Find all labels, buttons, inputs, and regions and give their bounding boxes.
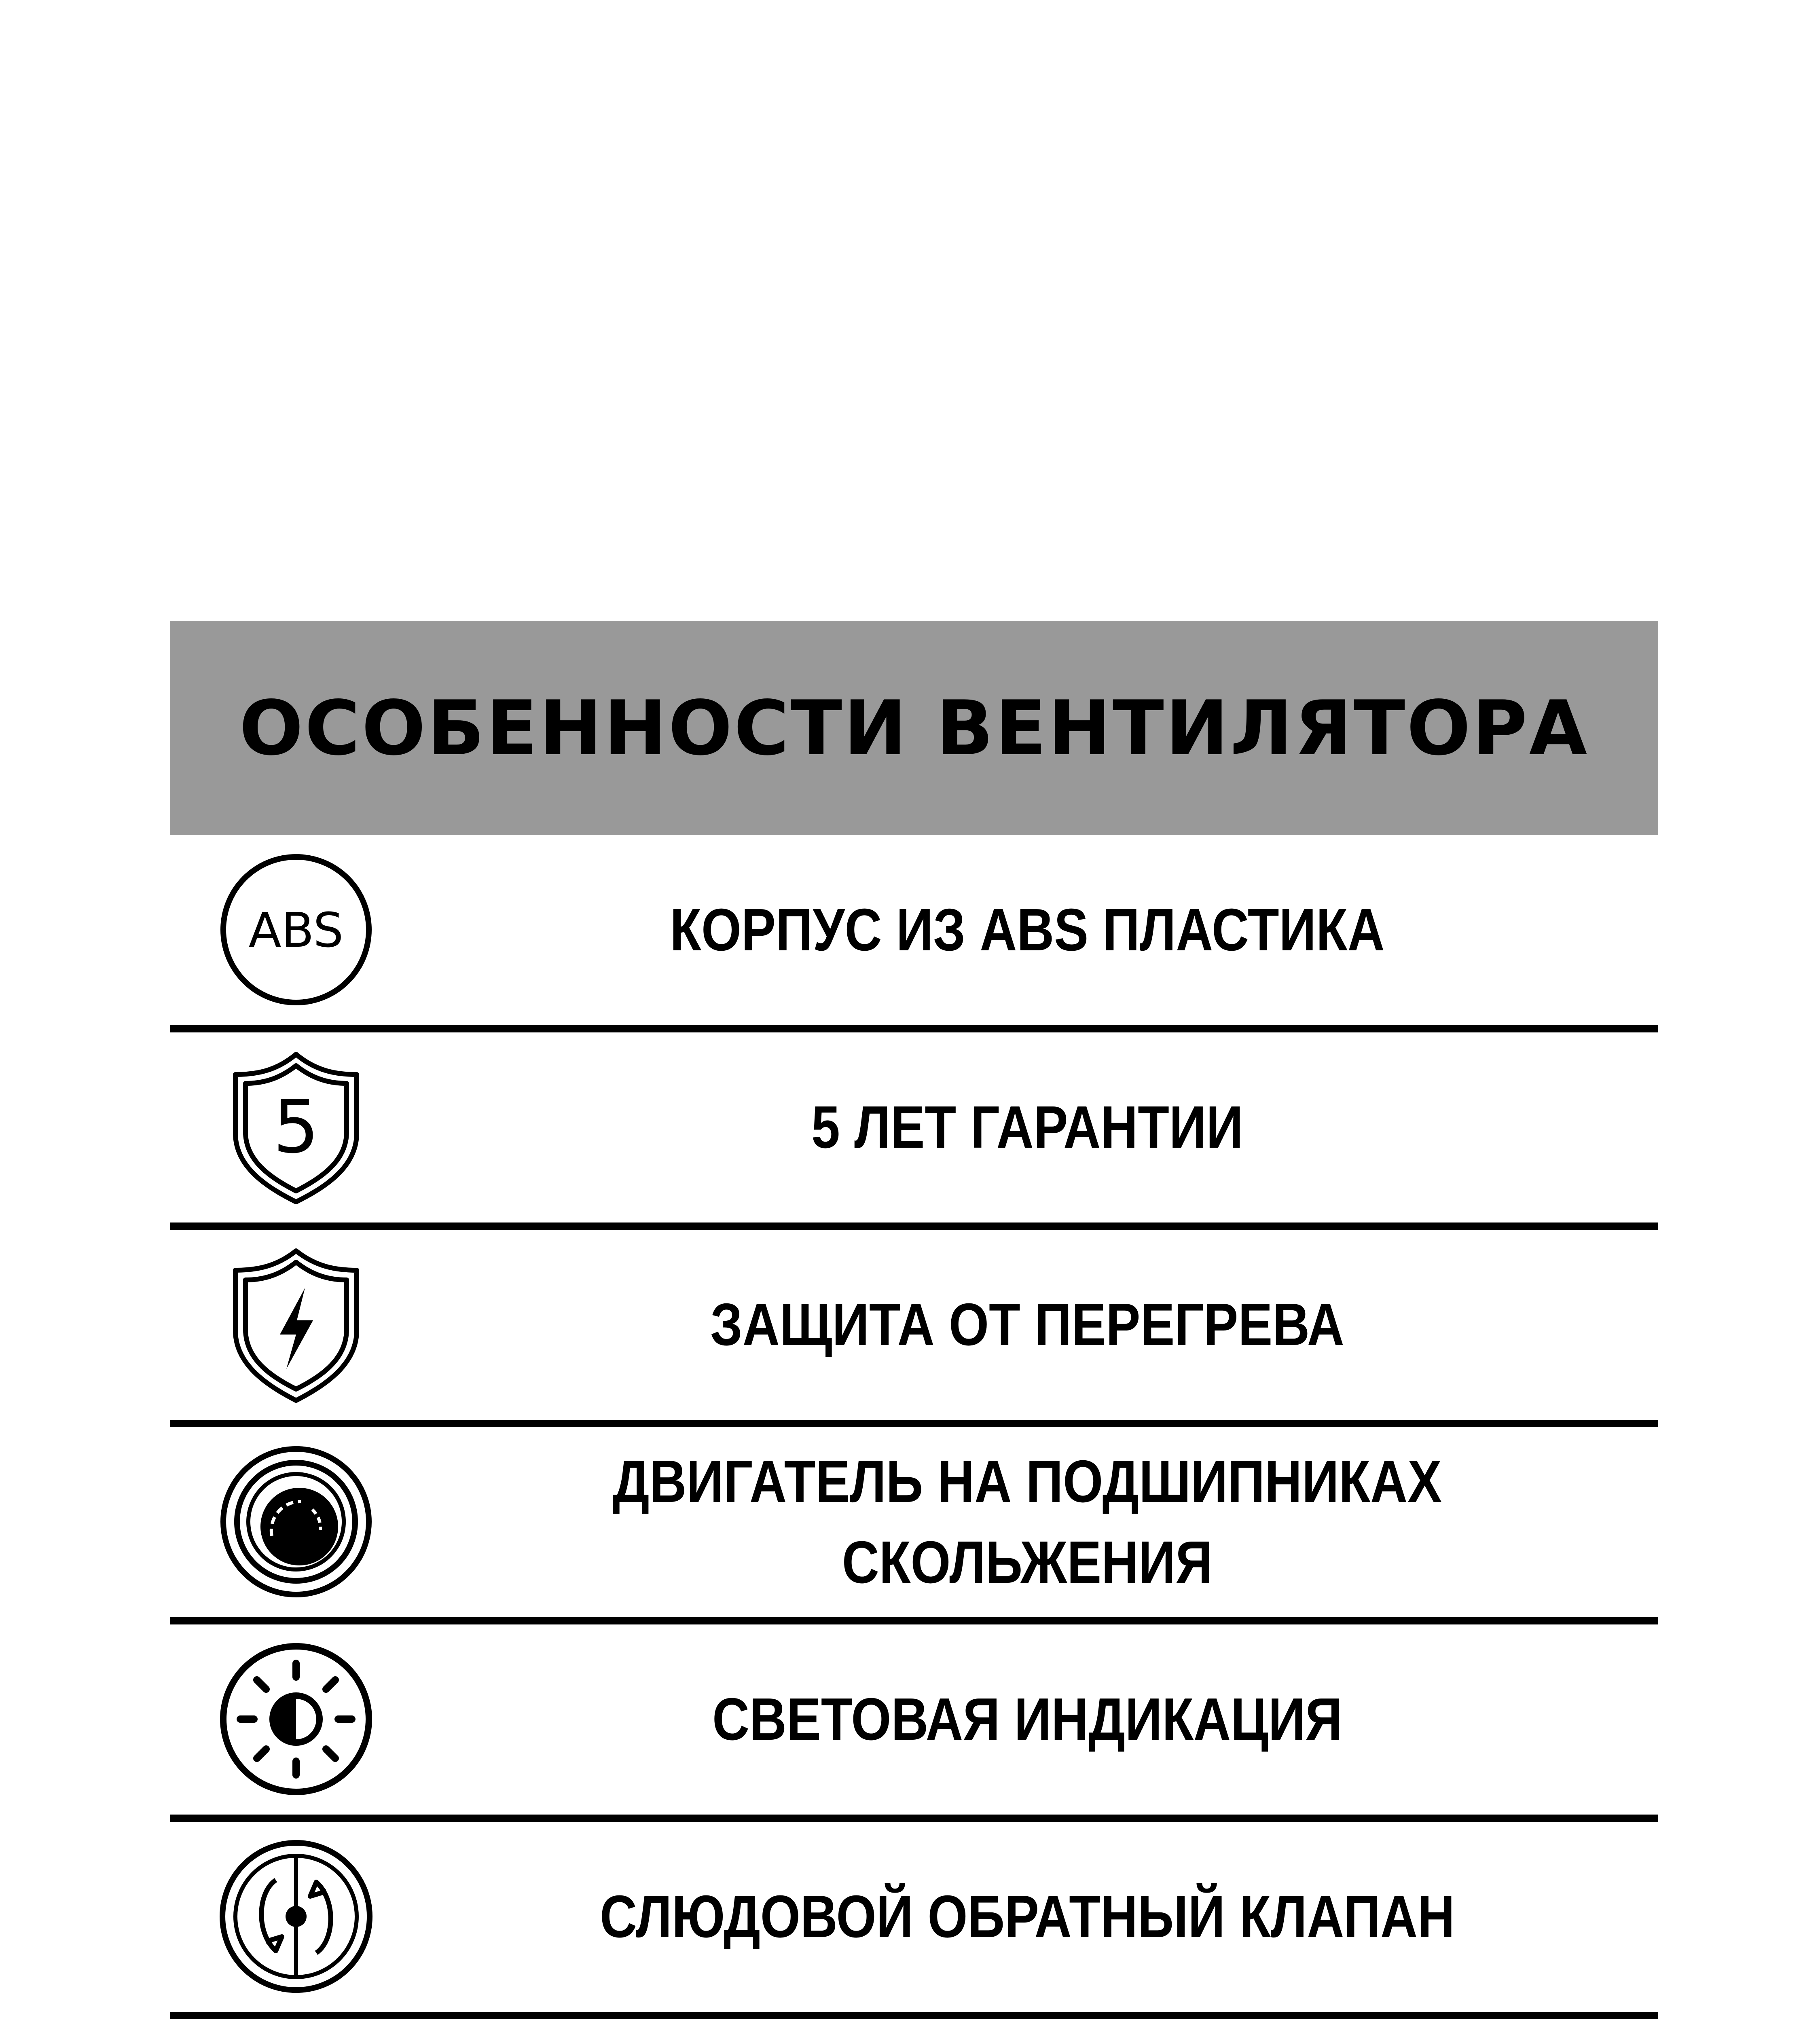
- bearing-icon: [215, 1441, 377, 1603]
- features-panel: [170, 621, 1658, 2019]
- abs-circle-icon: [215, 849, 377, 1011]
- feature-text: [624, 1230, 1431, 1420]
- feature-row-valve: [170, 1822, 1658, 2019]
- feature-text: [624, 1624, 1431, 1815]
- feature-row-light: [170, 1624, 1658, 1822]
- abs-icon-label: ABS: [248, 902, 344, 958]
- feature-line: ЗАЩИТА ОТ ПЕРЕГРЕВА: [710, 1291, 1344, 1358]
- feature-row-warranty: [170, 1032, 1658, 1230]
- feature-line: СЛЮДОВОЙ ОБРАТНЫЙ КЛАПАН: [600, 1883, 1455, 1950]
- shield-lightning-icon: [215, 1244, 377, 1405]
- light-indicator-icon: [215, 1638, 377, 1800]
- feature-line: КОРПУС ИЗ ABS ПЛАСТИКА: [670, 897, 1385, 963]
- feature-text: [600, 1822, 1455, 2012]
- feature-text: [612, 1427, 1442, 1617]
- feature-line: 5 ЛЕТ ГАРАНТИИ: [811, 1094, 1243, 1161]
- feature-line: СКОЛЬЖЕНИЯ: [842, 1529, 1213, 1596]
- feature-row-abs: [170, 835, 1658, 1032]
- shield-icon-number: 5: [273, 1085, 320, 1170]
- header-bar: [170, 621, 1658, 835]
- shield-5-icon: [215, 1046, 377, 1208]
- feature-row-bearing: [170, 1427, 1658, 1624]
- feature-line: ДВИГАТЕЛЬ НА ПОДШИПНИКАХ: [612, 1448, 1442, 1515]
- feature-text: [624, 1032, 1431, 1223]
- check-valve-icon: [215, 1836, 377, 1997]
- feature-line: СВЕТОВАЯ ИНДИКАЦИЯ: [712, 1686, 1342, 1753]
- feature-text: [624, 835, 1431, 1025]
- feature-row-overheat: [170, 1230, 1658, 1427]
- page-title: ОСОБЕННОСТИ ВЕНТИЛЯТОРА: [239, 684, 1589, 772]
